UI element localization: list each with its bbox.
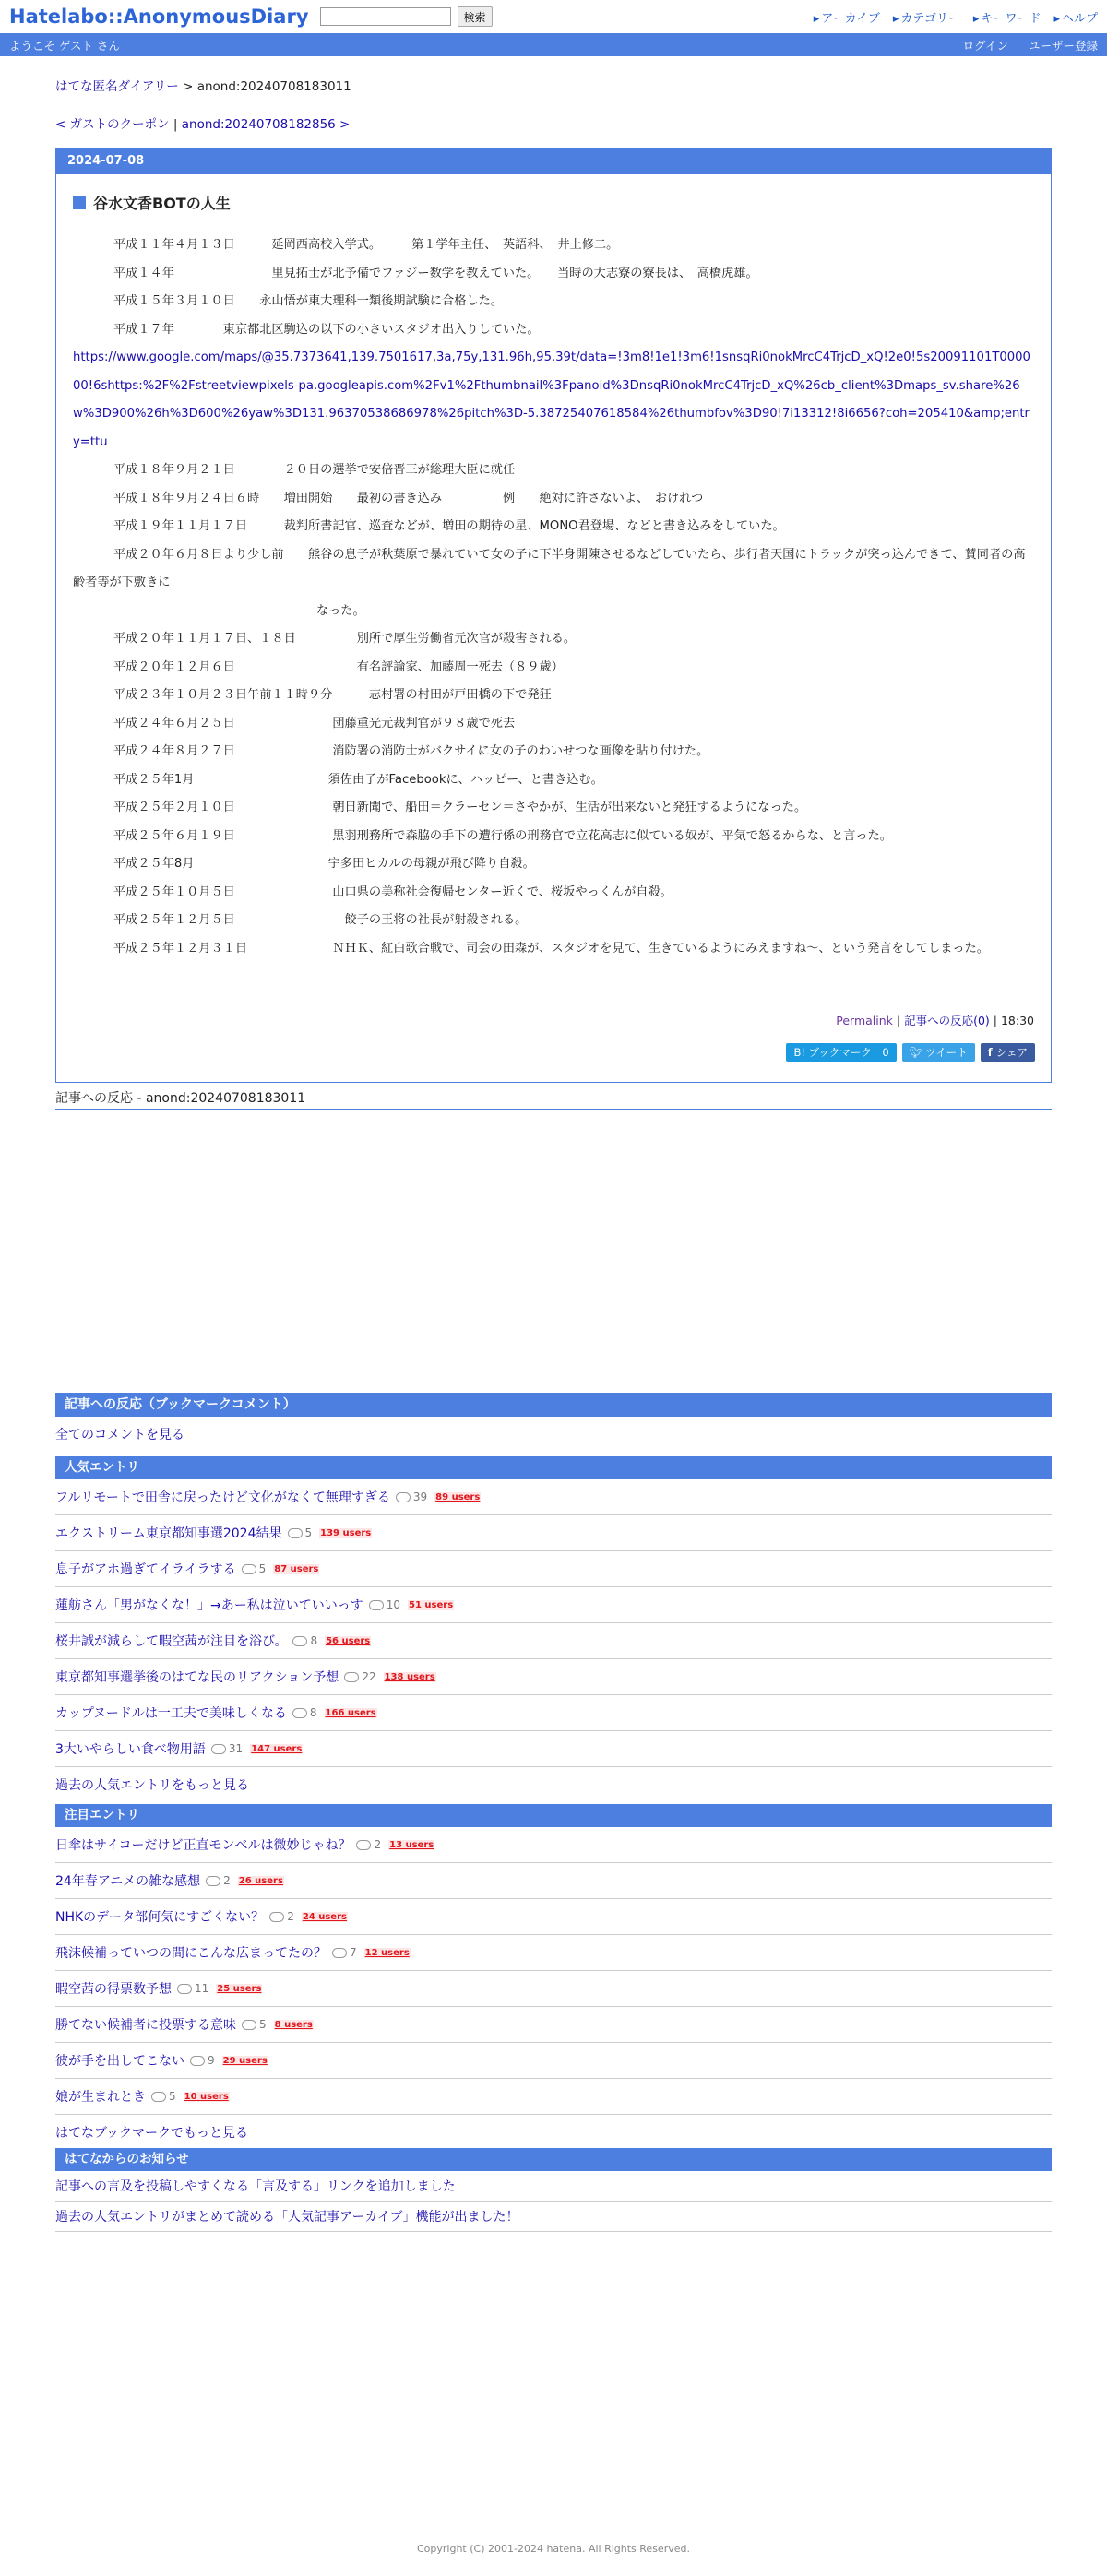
body-line: 平成２５年１２月３１日 ＮＨＫ、紅白歌合戦で、司会の田森が、スタジオを見て、生きているようにみえますね〜、という発言をしてしまった。 xyxy=(113,941,989,956)
news-link[interactable]: 過去の人気エントリがまとめて読める「人気記事アーカイブ」機能が出ました！ xyxy=(55,2210,519,2225)
popular-list xyxy=(55,1479,1052,1767)
diary-entry xyxy=(55,148,1052,1083)
notable-entries-section xyxy=(55,1804,1052,2150)
comment-count-value: 7 xyxy=(350,1946,357,1959)
search-form xyxy=(320,6,493,27)
prev-next-nav xyxy=(55,113,350,132)
archive-link[interactable]: ▸ アーカイブ xyxy=(814,8,880,26)
bookmark-users-badge[interactable]: 8 users xyxy=(274,2019,313,2030)
news-title: はてなからのお知らせ xyxy=(55,2148,1052,2171)
entry-link[interactable]: エクストリーム東京都知事選2024結果 xyxy=(55,1526,282,1541)
body-line: 平成１８年９月２１日 ２０日の選挙で安倍晋三が総理大臣に就任 xyxy=(113,463,516,477)
body-line: 平成２４年６月２５日 団藤重光元裁判官が９８歳で死去 xyxy=(113,716,516,730)
bookmark-users-badge[interactable]: 25 users xyxy=(217,1983,262,1994)
reaction-heading: 記事への反応 - anond:20240708183011 xyxy=(55,1088,1052,1110)
comment-bubble-icon xyxy=(369,1600,384,1610)
entry-row xyxy=(55,1827,1052,1863)
body-line: 平成２５年６月１９日 黒羽刑務所で森脇の手下の遭行係の刑務官で立花高志に似ている奴が、平気で怒るからな、と言った。 xyxy=(113,828,892,843)
bookmark-users-badge[interactable]: 139 users xyxy=(320,1527,372,1538)
entry-link[interactable]: 暇空茜の得票数予想 xyxy=(55,1982,172,1997)
popular-title: 人気エントリ xyxy=(55,1456,1052,1479)
tweet-label: ツイート xyxy=(925,1046,968,1059)
entry-link[interactable]: 3大いやらしい食べ物用語 xyxy=(55,1742,206,1757)
entry-row xyxy=(55,1515,1052,1551)
entry-row xyxy=(55,1899,1052,1935)
comment-count[interactable] xyxy=(190,2054,215,2067)
entry-link[interactable]: フルリモートで田舎に戻ったけど文化がなくて無理すぎる xyxy=(55,1490,390,1505)
comment-count[interactable] xyxy=(292,1706,317,1719)
body-line: なった。 xyxy=(316,603,365,618)
breadcrumb-sep: > xyxy=(178,79,197,94)
comment-count[interactable] xyxy=(242,2018,267,2031)
bookmark-users-badge[interactable]: 13 users xyxy=(389,1839,434,1850)
comment-bubble-icon xyxy=(190,2056,205,2066)
bookmark-users-badge[interactable]: 147 users xyxy=(251,1743,303,1754)
site-header xyxy=(0,0,1107,33)
comment-count-value: 8 xyxy=(310,1634,318,1647)
comment-count-value: 8 xyxy=(309,1706,317,1719)
body-line: 平成２０年６月８日より少し前 熊谷の息子が秋葉原で暴れていて女の子に下半身開陳させるなどしていたら、歩行者天国にトラックが突っ込んできて、賛同者の高齢者等が下敷きに xyxy=(73,547,1026,589)
entry-row xyxy=(55,2043,1052,2079)
comment-bubble-icon xyxy=(292,1636,307,1646)
body-line: 平成２５年１２月５日 餃子の王将の社長が射殺される。 xyxy=(113,913,528,927)
bookmark-users-badge[interactable]: 12 users xyxy=(364,1947,410,1958)
entry-row xyxy=(55,1479,1052,1515)
breadcrumb-home[interactable]: はてな匿名ダイアリー xyxy=(55,79,179,94)
comment-count[interactable] xyxy=(206,1874,231,1887)
comment-bubble-icon xyxy=(269,1912,284,1922)
facebook-label: シェア xyxy=(995,1046,1028,1059)
comment-count[interactable] xyxy=(288,1526,313,1539)
body-line: 平成２４年８月２７日 消防署の消防士がバクサイに女の子のわいせつな画像を貼り付けた。 xyxy=(113,744,709,758)
comment-bubble-icon xyxy=(292,1708,307,1718)
notable-more-link[interactable]: はてなブックマークでもっと見る xyxy=(55,2126,249,2141)
comment-count[interactable] xyxy=(211,1742,243,1755)
entry-body xyxy=(73,231,1032,963)
body-line: 平成１７年 東京都北区駒込の以下の小さいスタジオ出入りしていた。 xyxy=(113,322,540,337)
comment-count-value: 31 xyxy=(228,1742,244,1755)
copyright: Copyright (C) 2001-2024 hatena. All Rights Reserved. xyxy=(417,2543,690,2555)
entry-title-text: 谷水文香BOTの人生 xyxy=(93,195,231,212)
prev-entry-link[interactable]: < ガストのクーポン xyxy=(55,117,170,132)
all-comments-link[interactable]: 全てのコメントを見る xyxy=(55,1428,184,1442)
entry-link[interactable]: 東京都知事選挙後のはてな民のリアクション予想 xyxy=(55,1670,339,1685)
notable-more-row xyxy=(55,2115,1052,2150)
popular-entries-section xyxy=(55,1456,1052,1802)
share-buttons xyxy=(786,1043,1035,1062)
entry-time: 18:30 xyxy=(1000,1014,1034,1027)
all-comments-row xyxy=(55,1417,1052,1452)
body-line: 平成２０年１２月６日 有名評論家、加藤周一死去（８９歳） xyxy=(113,659,564,674)
reactions-link[interactable]: 記事への反応(0) xyxy=(904,1014,990,1027)
entry-row xyxy=(55,1971,1052,2007)
entry-row xyxy=(55,1551,1052,1587)
entry-link[interactable]: 日傘はサイコーだけど正直モンベルは微妙じゃね？ xyxy=(55,1838,351,1853)
comment-count-value: 22 xyxy=(362,1670,376,1683)
news-item xyxy=(55,2171,1052,2202)
bookmark-users-badge[interactable]: 56 users xyxy=(326,1635,371,1646)
news-section xyxy=(55,2148,1052,2232)
news-item xyxy=(55,2202,1052,2232)
body-line: 平成１８年９月２４日６時 増田開始 最初の書き込み 例 絶対に許さないよ、 おけれつ xyxy=(113,491,704,505)
comment-count-value: 5 xyxy=(259,2018,267,2031)
comment-count-value: 39 xyxy=(412,1490,428,1503)
body-line: 平成２５年１０月５日 山口県の美称社会復帰センター近くで、桜坂やっくんが自殺。 xyxy=(113,884,673,899)
bookmark-users-badge[interactable]: 51 users xyxy=(409,1599,454,1610)
entry-link[interactable]: 24年春アニメの雑な感想 xyxy=(55,1874,201,1889)
bookmark-users-badge[interactable]: 24 users xyxy=(302,1911,347,1922)
notable-list xyxy=(55,1827,1052,2115)
bookmark-users-badge[interactable]: 29 users xyxy=(222,2055,268,2066)
entry-row xyxy=(55,1623,1052,1659)
comment-bubble-icon xyxy=(242,1564,256,1574)
entry-row xyxy=(55,1587,1052,1623)
category-link[interactable]: ▸ カテゴリー xyxy=(893,8,960,26)
entry-footer: Permalink | 記事への反応(0) | 18:30 xyxy=(836,1014,1034,1027)
tweet-button[interactable] xyxy=(902,1043,975,1062)
permalink[interactable]: Permalink xyxy=(836,1014,893,1027)
entry-row xyxy=(55,1695,1052,1731)
maps-link[interactable]: https://www.google.com/maps/@35.7373641,139.7501617,3a,75y,131.96h,95.39t/data=!3m8!1e1!3m6!1snsqRi0nokMrcC4TrjcD_xQ!2e0!5s20091101T000000!6shttps:%2F%2Fstreetviewpixels-pa.googleapis.com%2Fv1%2Fthumbnail%3Fpanoid%3DnsqRi0nokMrcC4TrjcD_xQ%26cb_client%3Dmaps_sv.share%26w%3D900%26h%3D600%26yaw%3D131.96370538686978%26pitch%3D-5.38725407618584%26thumbfov%3D90!7i13312!8i6656?coh=205410&amp;entry=ttu xyxy=(73,350,1030,449)
entry-row xyxy=(55,1731,1052,1767)
entry-row xyxy=(55,1863,1052,1899)
bookmark-users-badge[interactable]: 26 users xyxy=(238,1875,283,1886)
comment-bubble-icon xyxy=(242,2020,256,2030)
top-nav xyxy=(814,8,1098,26)
entry-title xyxy=(73,192,231,213)
bookmark-comments-section xyxy=(55,1393,1052,1452)
next-entry-link[interactable]: anond:20240708182856 > xyxy=(181,117,351,132)
title-square-icon xyxy=(73,196,86,209)
comment-count[interactable] xyxy=(242,1562,267,1575)
bookmark-comments-title: 記事への反応（ブックマークコメント） xyxy=(55,1393,1052,1417)
body-url-paragraph xyxy=(73,344,1032,457)
hatena-bookmark-button[interactable]: B! ブックマーク 0 xyxy=(786,1043,896,1062)
bookmark-users-badge[interactable]: 138 users xyxy=(384,1671,435,1682)
comment-bubble-icon xyxy=(211,1744,226,1754)
comment-count[interactable] xyxy=(332,1946,357,1959)
comment-count[interactable] xyxy=(177,1982,208,1995)
comment-count-value: 11 xyxy=(195,1982,209,1995)
entry-row xyxy=(55,1935,1052,1971)
comment-count-value: 5 xyxy=(169,2090,176,2103)
body-line: 平成２０年１１月１７日、１８日 別所で厚生労働省元次官が殺害される。 xyxy=(113,632,577,646)
body-line: 平成１４年 里見拓士が北予備でファジー数学を教えていた。 当時の大志寮の寮長は、 高橋虎雄。 xyxy=(113,266,758,280)
welcome-text: ようこそ ゲスト さん xyxy=(9,38,120,53)
comment-bubble-icon xyxy=(151,2092,166,2102)
entry-row xyxy=(55,1659,1052,1695)
comment-count-value: 5 xyxy=(258,1562,267,1575)
site-logo[interactable]: Hatelabo::AnonymousDiary xyxy=(9,6,309,28)
comment-count-value: 9 xyxy=(208,2054,215,2067)
comment-count[interactable] xyxy=(292,1634,317,1647)
bookmark-users-badge[interactable]: 87 users xyxy=(274,1563,319,1574)
entry-link[interactable]: NHKのデータ部何気にすごくない？ xyxy=(55,1910,265,1925)
comment-count[interactable] xyxy=(269,1910,294,1923)
comment-count[interactable] xyxy=(369,1598,400,1611)
entry-row xyxy=(55,2007,1052,2043)
comment-count-value: 2 xyxy=(223,1874,231,1887)
register-link[interactable]: ユーザー登録 xyxy=(1028,38,1098,53)
entry-link[interactable]: カップヌードルは一工夫で美味しくなる xyxy=(55,1706,287,1721)
entry-row xyxy=(55,2079,1052,2115)
search-input[interactable] xyxy=(320,7,451,26)
comment-count[interactable] xyxy=(151,2090,176,2103)
twitter-icon: 🐦︎ xyxy=(909,1046,923,1059)
popular-more-link[interactable]: 過去の人気エントリをもっと見る xyxy=(55,1778,249,1793)
news-link[interactable]: 記事への言及を投稿しやすくなる「言及する」リンクを追加しました xyxy=(55,2179,456,2194)
entry-link[interactable]: 蓮舫さん「男がなくな！」→あー私は泣いていいっす xyxy=(55,1598,363,1613)
entry-link[interactable]: 桜井誠が減らして暇空茜が注目を浴び。 xyxy=(55,1634,288,1649)
entry-link[interactable]: 彼が手を出してこない xyxy=(55,2054,184,2069)
login-link[interactable]: ログイン xyxy=(962,38,1008,53)
body-line: 平成１９年１１月１７日 裁判所書記官、巡査などが、増田の期待の星、MONO君登場、などと書き込みをしていた。 xyxy=(113,519,785,533)
body-line: 平成２５年1月 須佐由子がFacebookに、ハッピー、と書き込む。 xyxy=(113,772,603,787)
entry-date: 2024-07-08 xyxy=(56,148,1051,174)
breadcrumb xyxy=(55,76,351,94)
search-button[interactable]: 検索 xyxy=(458,6,493,27)
bookmark-users-badge[interactable]: 89 users xyxy=(435,1491,481,1502)
comment-bubble-icon xyxy=(356,1840,371,1850)
comment-count-value: 5 xyxy=(304,1526,313,1539)
user-bar xyxy=(0,33,1107,56)
comment-bubble-icon xyxy=(206,1876,220,1886)
comment-count-value: 10 xyxy=(386,1598,401,1611)
comment-bubble-icon xyxy=(288,1528,303,1538)
comment-count-value: 2 xyxy=(287,1910,294,1923)
comment-count[interactable] xyxy=(356,1838,381,1851)
facebook-icon: f xyxy=(987,1046,993,1059)
body-line: 平成２５年２月１０日 朝日新聞で、船田＝クラーセン＝さやかが、生活が出来ないと発狂するようになった。 xyxy=(113,801,807,814)
help-link[interactable]: ▸ ヘルプ xyxy=(1053,8,1098,26)
comment-count-value: 2 xyxy=(374,1838,382,1851)
entry-link[interactable]: 勝てない候補者に投票する意味 xyxy=(55,2018,236,2033)
comment-count[interactable] xyxy=(344,1670,375,1683)
entry-link[interactable]: 飛沫候補っていつの間にこんな広まってたの？ xyxy=(55,1946,327,1961)
popular-more-row xyxy=(55,1767,1052,1802)
bookmark-users-badge[interactable]: 166 users xyxy=(325,1707,376,1718)
body-line: 平成１５年３月１０日 永山悟が東大理科一類後期試験に合格した。 xyxy=(113,294,503,308)
keyword-link[interactable]: ▸ キーワード xyxy=(973,8,1042,26)
notable-title: 注目エントリ xyxy=(55,1804,1052,1827)
comment-bubble-icon xyxy=(332,1948,347,1958)
comment-bubble-icon xyxy=(177,1984,192,1994)
comment-bubble-icon xyxy=(396,1492,411,1502)
nav-sep: | xyxy=(169,117,182,132)
comment-count[interactable] xyxy=(396,1490,427,1503)
bookmark-users-badge[interactable]: 10 users xyxy=(184,2091,229,2102)
body-line: 平成２５年8月 宇多田ヒカルの母親が飛び降り自殺。 xyxy=(113,857,535,871)
facebook-share-button[interactable] xyxy=(981,1043,1035,1062)
entry-link[interactable]: 息子がアホ過ぎてイライラする xyxy=(55,1562,236,1577)
body-line: 平成２３年１０月２３日午前１１時９分 志村署の村田が戸田橋の下で発狂 xyxy=(113,688,552,702)
breadcrumb-current: anond:20240708183011 xyxy=(196,79,351,94)
body-line: 平成１１年４月１３日 延岡西高校入学式。 第１学年主任、 英語科、 井上修二。 xyxy=(113,238,619,252)
entry-link[interactable]: 娘が生まれとき xyxy=(55,2090,146,2105)
comment-bubble-icon xyxy=(344,1672,359,1682)
